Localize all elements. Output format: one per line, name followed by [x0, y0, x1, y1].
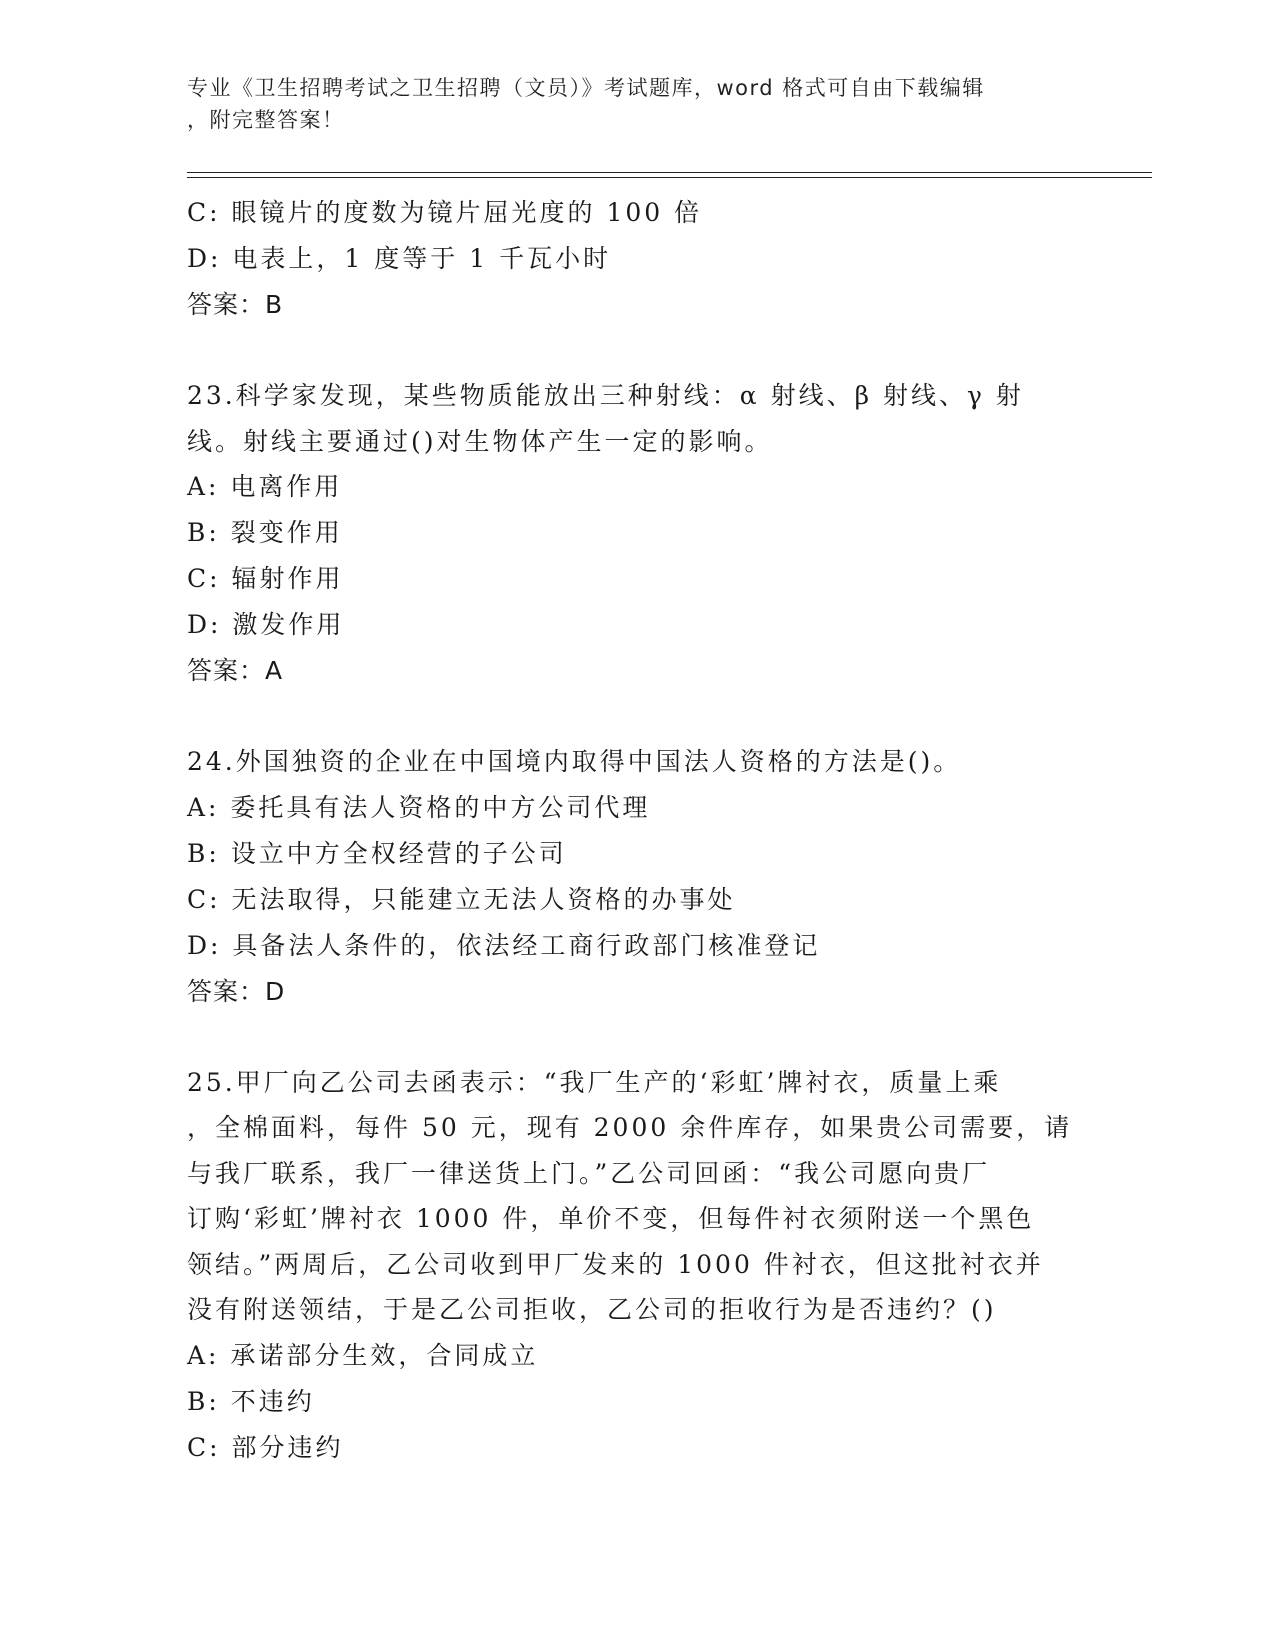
- spacer: [187, 694, 1087, 739]
- q25-stem-line-4: 订购‘彩虹’牌衬衣 1000 件，单价不变，但每件衬衣须附送一个黑色: [187, 1204, 1035, 1233]
- q23-option-d: D: 激发作用: [187, 610, 345, 639]
- q24-option-b: B: 设立中方全权经营的子公司: [187, 838, 567, 868]
- q25-stem-line-5: 领结。”两周后，乙公司收到甲厂发来的 1000 件衬衣，但这批衬衣并: [187, 1249, 1044, 1279]
- question-24: [187, 739, 1087, 1015]
- question-23: [187, 373, 1087, 694]
- q23-option-b: B: 裂变作用: [187, 518, 343, 547]
- header-line-1: 专业《卫生招聘考试之卫生招聘（文员）》考试题库，word 格式可自由下载编辑: [187, 76, 985, 100]
- q25-stem-line-6: 没有附送领结，于是乙公司拒收，乙公司的拒收行为是否违约？(): [187, 1295, 997, 1324]
- question-22-tail: [187, 190, 1087, 328]
- q22-answer: 答案：B: [187, 290, 284, 319]
- q23-stem-line-2: 线。射线主要通过()对生物体产生一定的影响。: [187, 426, 773, 456]
- q22-option-d: D: 电表上，1 度等于 1 千瓦小时: [187, 244, 612, 273]
- q24-answer: 答案：D: [187, 976, 286, 1006]
- spacer: [187, 328, 1087, 373]
- header-rule-top: [187, 172, 1152, 173]
- q23-option-c: C: 辐射作用: [187, 564, 344, 593]
- q24-option-d: D: 具备法人条件的，依法经工商行政部门核准登记: [187, 930, 821, 960]
- header-line-2: ，附完整答案！: [187, 108, 345, 132]
- q25-option-a: A: 承诺部分生效，合同成立: [187, 1340, 539, 1370]
- question-content: [187, 190, 1087, 1471]
- q23-answer: 答案：A: [187, 656, 284, 685]
- q25-option-c: C: 部分违约: [187, 1432, 344, 1462]
- question-25: [187, 1060, 1087, 1471]
- q25-stem-line-2: ，全棉面料，每件 50 元，现有 2000 余件库存，如果贵公司需要，请: [187, 1113, 1073, 1142]
- header-rule-bottom: [187, 177, 1152, 178]
- q22-option-c: C: 眼镜片的度数为镜片屈光度的 100 倍: [187, 198, 703, 227]
- q25-option-b: B: 不违约: [187, 1386, 315, 1416]
- q24-option-c: C: 无法取得，只能建立无法人资格的办事处: [187, 884, 736, 914]
- q23-stem-line-1: 23.科学家发现，某些物质能放出三种射线：α 射线、β 射线、γ 射: [187, 381, 1024, 410]
- q24-option-a: A: 委托具有法人资格的中方公司代理: [187, 792, 651, 822]
- q25-stem-line-3: 与我厂联系，我厂一律送货上门。”乙公司回函：“我公司愿向贵厂: [187, 1158, 991, 1188]
- q23-option-a: A: 电离作用: [187, 472, 343, 501]
- q25-stem-line-1: 25.甲厂向乙公司去函表示：“我厂生产的‘彩虹’牌衬衣，质量上乘: [187, 1067, 1002, 1097]
- document-header: [187, 72, 1067, 136]
- spacer: [187, 1015, 1087, 1060]
- q24-stem-line-1: 24.外国独资的企业在中国境内取得中国法人资格的方法是()。: [187, 747, 962, 776]
